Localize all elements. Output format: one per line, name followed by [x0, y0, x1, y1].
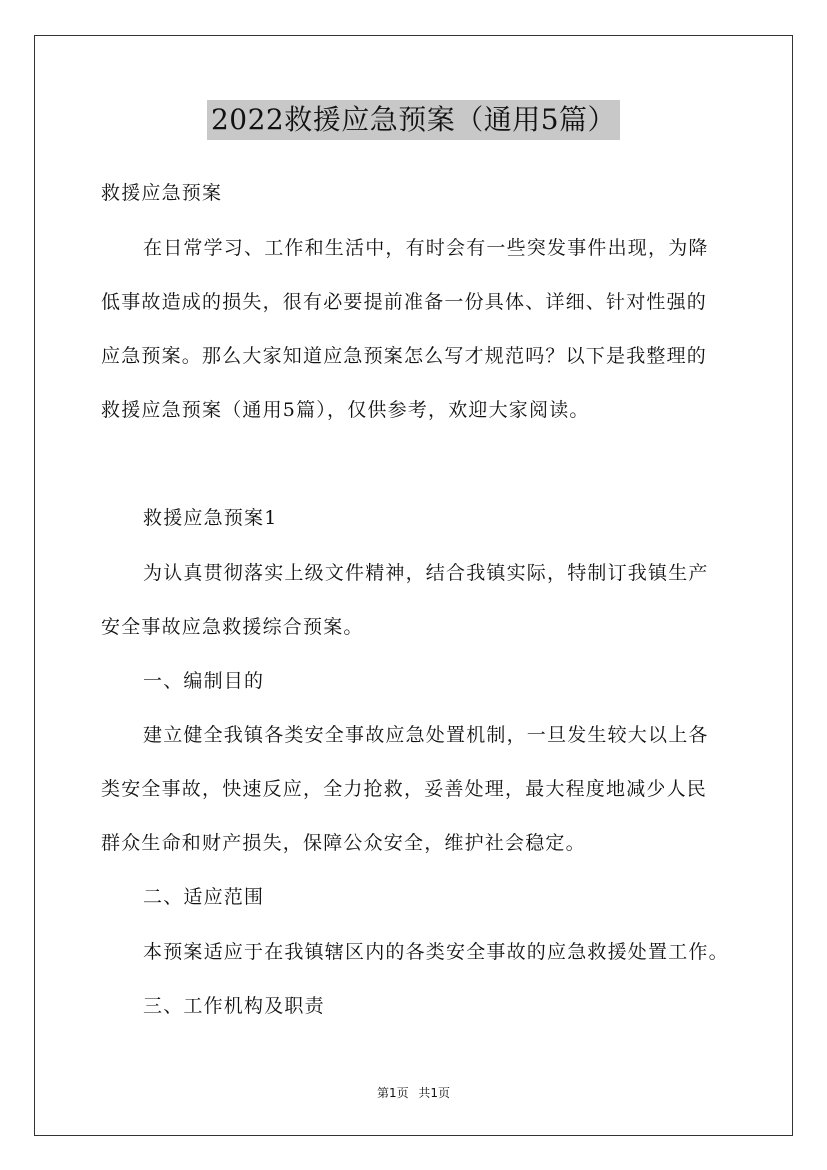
page-footer — [0, 1085, 827, 1101]
document-title: 2022救援应急预案（通用5篇） — [207, 100, 620, 140]
paragraph-line: 救援应急预案（通用5篇），仅供参考，欢迎大家阅读。 — [101, 399, 590, 421]
paragraph-line: 应急预案。那么大家知道应急预案怎么写才规范吗？以下是我整理的 — [101, 345, 708, 367]
paragraph-line: 为认真贯彻落实上级文件精神，结合我镇实际，特制订我镇生产 — [143, 562, 709, 584]
paragraph-line: 低事故造成的损失，很有必要提前准备一份具体、详细、针对性强的 — [101, 291, 708, 313]
paragraph-line: 类安全事故，快速反应，全力抢救，妥善处理，最大程度地减少人民 — [101, 778, 708, 800]
subsection-heading: 三、工作机构及职责 — [143, 995, 325, 1017]
title-container — [0, 100, 827, 140]
paragraph-line: 本预案适应于在我镇辖区内的各类安全事故的应急救援处置工作。 — [143, 941, 729, 963]
paragraph-line: 安全事故应急救援综合预案。 — [101, 616, 364, 638]
paragraph-line: 群众生命和财产损失，保障公众安全，维护社会稳定。 — [101, 832, 586, 854]
page-number: 第1页 — [376, 1086, 409, 1100]
paragraph-line: 在日常学习、工作和生活中，有时会有一些突发事件出现，为降 — [143, 237, 709, 259]
paragraph-line: 建立健全我镇各类安全事故应急处置机制，一旦发生较大以上各 — [143, 724, 709, 746]
page-count: 共1页 — [418, 1086, 451, 1100]
subsection-heading: 一、编制目的 — [143, 670, 265, 692]
subsection-heading: 二、适应范围 — [143, 886, 265, 908]
section-heading: 救援应急预案1 — [143, 507, 278, 529]
intro-heading: 救援应急预案 — [101, 182, 223, 204]
